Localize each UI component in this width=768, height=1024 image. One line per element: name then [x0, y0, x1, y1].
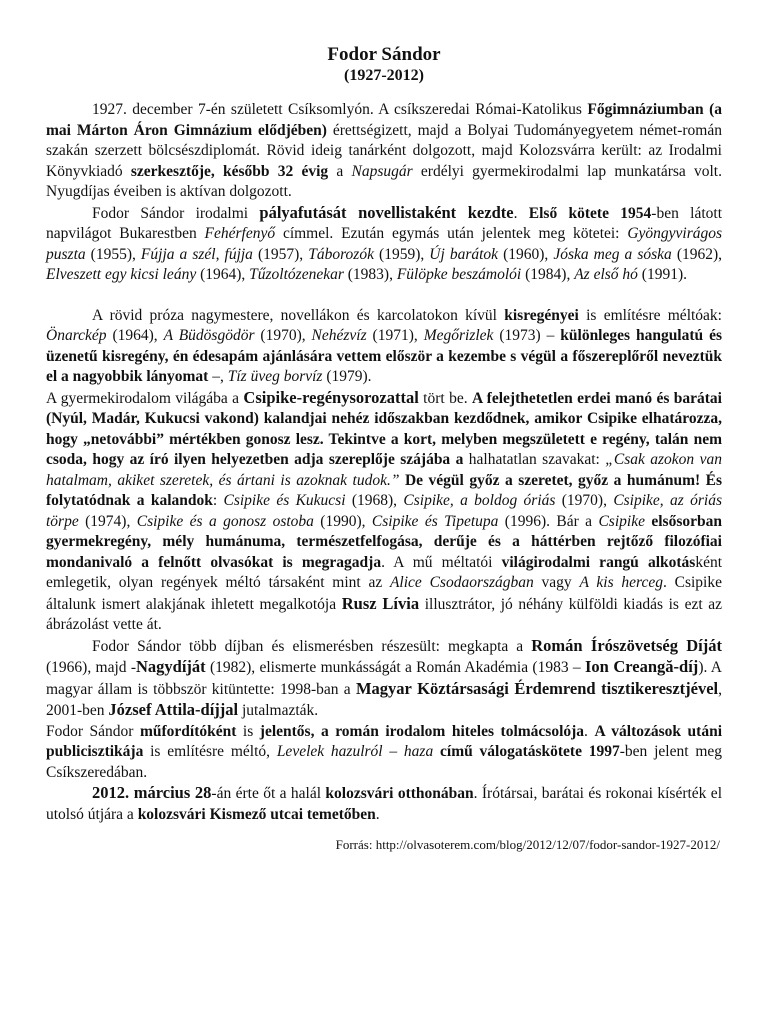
italic-title: Csipike, a boldog óriás: [403, 492, 556, 509]
bold-text: jelentős, a román irodalom hiteles tolmácsolója: [259, 722, 585, 740]
text-run: ként emlegetik, olyan regények méltó társaként mint az: [46, 553, 723, 591]
text-run: -án érte őt a halál: [211, 785, 326, 802]
bold-text: 2012. március 28: [92, 783, 212, 802]
text-run: Fodor Sándor irodalmi: [92, 204, 260, 222]
text-run: (1968),: [345, 492, 404, 509]
text-run: (1982), elismerte munkásságát a Román Akadémia (1983 –: [205, 659, 585, 676]
text-run: .: [513, 204, 529, 222]
bold-text: Magyar Köztársasági Érdemrend tisztikeresztjével: [355, 678, 719, 698]
italic-title: Fújja a szél, fújja: [140, 245, 253, 263]
source-link[interactable]: Forrás: http://olvasoterem.com/blog/2012/12/07/fodor-sandor-1927-2012/: [335, 837, 720, 852]
bold-text: szerkesztője, később 32 évig: [130, 162, 329, 180]
paragraph-death: [46, 783, 722, 825]
bold-text: Román Írószövetség Díját: [531, 635, 722, 655]
bold-text: József Attila-díjjal: [108, 700, 239, 719]
text-run: (1970),: [555, 492, 614, 509]
paragraph-biography: [46, 100, 722, 203]
italic-title: Nehézvíz: [311, 327, 367, 344]
bold-text: világirodalmi rangú alkotás: [501, 553, 696, 571]
italic-title: Fehérfenyő: [204, 225, 276, 242]
text-run: -ben látott napvilágot Bukarestben: [46, 204, 722, 242]
text-run: . Írótársai, barátai és rokonai kísérték el utolsó útjára a: [46, 785, 722, 823]
text-run: a: [328, 162, 352, 180]
italic-title: A Büdösgödör: [163, 327, 255, 344]
text-run: (1966), majd -: [46, 659, 136, 676]
text-run: (1979).: [322, 368, 372, 385]
text-run: (1960),: [498, 245, 554, 263]
paragraph-awards: [46, 636, 722, 722]
text-run: (1983),: [343, 266, 397, 283]
bold-text: kisregényei: [504, 306, 579, 324]
text-run: 1927. december 7-én született Csíksomlyón. A csíkszeredai Római-Katolikus: [92, 101, 588, 118]
life-years: (1927-2012): [344, 67, 424, 84]
italic-title: Elveszett egy kicsi leány: [46, 266, 197, 283]
text-run: .: [584, 722, 595, 740]
bold-text: A változások utáni: [594, 722, 722, 740]
paragraph-career: [46, 203, 722, 286]
italic-title: Megőrizlek: [423, 327, 494, 344]
text-run: illusztrátor, jó néhány külföldi kiadás is ezt az ábrázolást vette át.: [46, 595, 722, 633]
text-run: Fodor Sándor több díjban és elismerésben részesült: megkapta a: [92, 637, 532, 655]
text-run: (1971),: [366, 327, 424, 344]
bold-text: műfordítóként: [139, 722, 237, 740]
text-run: A rövid próza nagymestere, novellákon és karcolatokon kívül: [92, 306, 505, 324]
bold-text: pályafutását novellistaként kezdte: [259, 202, 514, 222]
text-run: [433, 743, 440, 760]
bold-text: Főgimnáziumban (a mai Márton Áron Gimnázium elődjében): [46, 101, 722, 139]
italic-title: Levelek hazulról – haza: [276, 743, 434, 760]
text-run: vagy: [533, 574, 580, 591]
text-run: (1964),: [196, 266, 250, 283]
text-run: (1962),: [671, 245, 723, 263]
text-run: .: [375, 805, 380, 823]
text-run: (1973) –: [493, 327, 561, 344]
paragraph-translations: [46, 722, 722, 784]
text-run: ). A magyar állam is többször kitüntette: 1998-ban a: [46, 659, 722, 698]
text-run: (1959),: [373, 245, 430, 263]
text-run: is említésre méltóak:: [578, 306, 722, 324]
text-run: halhatatlan szavakat:: [463, 451, 606, 468]
text-run: (1996). Bár a: [498, 512, 599, 530]
bold-text: Rusz Lívia: [341, 593, 420, 613]
text-run: (1957),: [252, 245, 309, 263]
paragraph-csipike: [46, 388, 722, 636]
italic-title: Az első hó: [574, 266, 638, 283]
bold-text: De végül győz a szeretet, győz a humánum! És folytatódnak a kalandok: [46, 471, 723, 509]
italic-title: A kis herceg: [579, 574, 663, 591]
bold-text: Csipike-regénysorozattal: [243, 387, 419, 407]
text-run: . Csipike általunk ismert alakjának ihletett megalkotója: [46, 574, 722, 613]
bold-text: Első kötete 1954: [528, 204, 652, 222]
text-run: (1964),: [106, 327, 164, 344]
text-run: . A mű méltatói: [381, 553, 502, 571]
bold-text: különleges hangulatú és üzenetű kisregény, én édesapám ajánlására vettem először a kezembe s végül a főszereplőről neveztük el a nagyobbik lányomat: [46, 327, 722, 385]
italic-title: „Csak azokon van hatalmam, akiket szeretek, és ártani is azoknak tudok.”: [46, 451, 722, 489]
italic-title: Alice Csodaországban: [389, 574, 534, 591]
italic-title: Csipike: [598, 512, 645, 530]
text-run: is említésre méltó,: [143, 743, 277, 760]
text-run: Fodor Sándor: [46, 722, 140, 740]
text-run: (1991).: [637, 266, 687, 283]
italic-title: Tíz üveg borvíz: [227, 368, 323, 385]
italic-title: Fülöpke beszámolói: [396, 266, 522, 283]
text-run: -ben jelent meg Csíkszeredában.: [46, 743, 722, 781]
text-run: –,: [208, 368, 228, 385]
bold-text: elsősorban gyermekregény, mély humánuma, természetfelfogása, derűje és a háttérben rejtőző filozófiai mondanivaló a felnőtt olvasókat is megragadja: [46, 512, 722, 571]
text-run: A gyermekirodalom világába a: [46, 389, 244, 407]
italic-title: Önarckép: [46, 327, 107, 344]
bold-text: Ion Creangă-díj: [584, 657, 699, 676]
bold-text: Nagydíját: [135, 657, 206, 676]
italic-title: Csipike és Kukucsi: [223, 492, 346, 509]
text-run: jutalmazták.: [238, 702, 319, 719]
text-run: címmel. Ezután egymás után jelentek meg kötetei:: [275, 225, 628, 242]
italic-title: Táborozók: [308, 245, 374, 263]
text-run: (1970),: [254, 327, 312, 344]
paragraph-short-novels: [46, 306, 722, 388]
italic-title: Napsugár: [351, 162, 413, 180]
text-run: (1955),: [85, 245, 141, 263]
text-run: erdélyi gyermekirodalmi lap munkatársa volt. Nyugdíjas éveiben is aktívan dolgozott.: [46, 162, 722, 200]
text-run: (1990),: [313, 512, 372, 530]
italic-title: Tűzoltózenekar: [249, 266, 344, 283]
italic-title: Jóska meg a sóska: [553, 245, 672, 263]
italic-title: Gyöngyvirágos puszta: [46, 225, 723, 263]
text-run: érettségizett, majd a Bolyai Tudományegyetem német-román szakán szerzett bölcsészdiplomát. Rövid ideig tanárként dolgozott, majd Kolozsvárra került: az Irodalmi Könyvkiadó: [46, 121, 722, 180]
text-run: tört be.: [418, 389, 472, 407]
italic-title: Csipike és Tipetupa: [371, 512, 499, 530]
text-run: (1974),: [78, 512, 137, 530]
bold-text: kolozsvári otthonában: [325, 785, 474, 802]
italic-title: Csipike, az óriás törpe: [46, 492, 722, 530]
italic-title: Csipike és a gonosz ostoba: [136, 512, 314, 530]
text-run: :: [212, 492, 224, 509]
bold-text: A felejthetetlen erdei manó és barátai (Nyúl, Madár, Kukucsi vakond) kalandjai nehéz időszakban kezdődnek, amikor Csipike elhatározza, hogy „netovábbi” mértékben gonosz lesz. Tekintve a kort, melyben megszületett e regény, talán nem csoda, hogy az író ilyen helyezetben adja szereplője szájába a: [46, 389, 722, 468]
text-run: , 2001-ben: [46, 680, 722, 719]
italic-title: Új barátok: [429, 245, 499, 263]
text-run: (1984),: [521, 266, 575, 283]
bold-text: publicisztikája: [46, 743, 144, 760]
bold-text: kolozsvári Kismező utcai temetőben: [137, 805, 376, 823]
page-title: Fodor Sándor: [327, 44, 441, 65]
text-run: is: [236, 722, 260, 740]
bold-text: című válogatáskötete 1997: [440, 743, 620, 760]
